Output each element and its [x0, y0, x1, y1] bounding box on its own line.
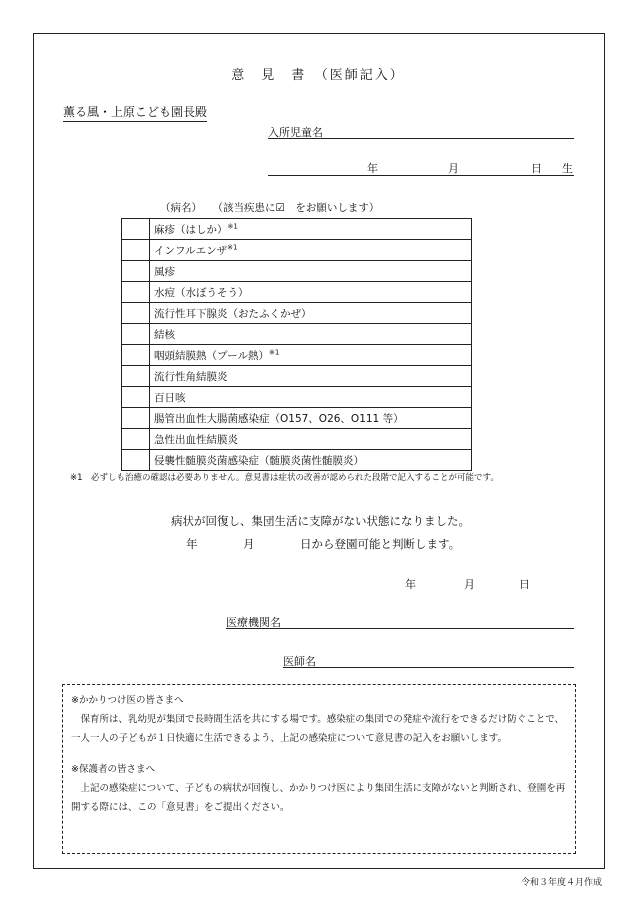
disease-row	[122, 450, 472, 471]
disease-name-text: 流行性耳下腺炎（おたふくかぜ）	[154, 307, 312, 320]
disease-name-text: 風疹	[154, 265, 175, 278]
return-statement: 日から登園可能と判断します。	[300, 537, 461, 551]
disease-checkbox[interactable]	[122, 450, 150, 471]
parent-heading: ※保護者の皆さまへ	[71, 764, 155, 775]
birth-month-unit: 月	[448, 162, 459, 175]
disease-name	[150, 282, 472, 303]
return-month-unit: 月	[243, 537, 255, 551]
disease-row	[122, 324, 472, 345]
disease-row	[122, 219, 472, 240]
document-title: 意 見 書 （医師記入）	[231, 68, 405, 83]
disease-name-text: 急性出血性結膜炎	[154, 433, 238, 446]
birth-date-line[interactable]	[268, 175, 574, 176]
disease-checkbox[interactable]	[122, 345, 150, 366]
disease-name-text: 百日咳	[154, 391, 186, 404]
disease-checkbox[interactable]	[122, 366, 150, 387]
footnote-mark: ※1	[227, 243, 238, 251]
disease-name-text: 麻疹（はしか）	[154, 223, 228, 236]
disease-row	[122, 429, 472, 450]
birth-year-unit: 年	[367, 162, 378, 175]
child-name-line[interactable]	[268, 138, 574, 139]
info-box	[62, 684, 576, 854]
disease-name	[150, 261, 472, 282]
disease-checkbox[interactable]	[122, 219, 150, 240]
disease-name	[150, 324, 472, 345]
disease-header: （病名） （該当疾患に☑ をお願いします）	[160, 202, 380, 214]
footnote-mark: ※1	[227, 222, 238, 230]
disease-row	[122, 408, 472, 429]
disease-name	[150, 387, 472, 408]
disease-name-text: 侵襲性髄膜炎菌感染症（髄膜炎菌性髄膜炎）	[154, 454, 364, 467]
disease-name-text: インフルエンザ	[154, 244, 228, 257]
disease-checkbox[interactable]	[122, 240, 150, 261]
recovery-statement: 病状が回復し、集団生活に支障がない状態になりました。	[171, 514, 470, 528]
child-name-label: 入所児童名	[268, 126, 323, 139]
doctor-body: 保育所は、乳幼児が集団で長時間生活を共にする場です。感染症の集団での発症や流行をできるだけ防ぐことで、一人一人の子どもが１日快適に生活できるよう、上記の感染症について意見書の記入をお願いします。	[71, 714, 565, 744]
footnote-mark: ※1	[268, 348, 280, 356]
return-year-unit: 年	[186, 537, 198, 551]
disease-name	[150, 429, 472, 450]
disease-name-text: 流行性角結膜炎	[154, 370, 228, 383]
note-text: ※1 必ずしも治癒の確認は必要ありません。意見書は症状の改善が認められた段階で記入することが可能です。	[70, 473, 499, 483]
disease-name	[150, 219, 472, 240]
doctor-line[interactable]	[283, 667, 574, 668]
institution-line[interactable]	[226, 628, 574, 629]
disease-name-text: 咽頭結膜熱（プール熱）	[154, 349, 269, 362]
disease-checkbox[interactable]	[122, 429, 150, 450]
disease-table	[121, 218, 472, 471]
addressee: 薫る風・上原こども園長殿	[63, 103, 207, 122]
parent-body: 上記の感染症について、子どもの病状が回復し、かかりつけ医により集団生活に支障がないと判断され、登園を再開する際には、この「意見書」をご提出ください。	[71, 783, 566, 813]
disease-checkbox[interactable]	[122, 324, 150, 345]
disease-checkbox[interactable]	[122, 282, 150, 303]
disease-row	[122, 366, 472, 387]
disease-name	[150, 303, 472, 324]
disease-name	[150, 408, 472, 429]
disease-checkbox[interactable]	[122, 303, 150, 324]
doctor-heading: ※かかりつけ医の皆さまへ	[71, 695, 184, 706]
disease-name	[150, 450, 472, 471]
disease-name	[150, 345, 472, 366]
disease-row	[122, 345, 472, 366]
disease-name-text: 水痘（水ぼうそう）	[154, 286, 249, 299]
disease-name	[150, 366, 472, 387]
disease-checkbox[interactable]	[122, 261, 150, 282]
sign-day-unit: 日	[519, 578, 530, 591]
birth-suffix: 生	[562, 162, 573, 175]
doctor-label: 医師名	[283, 655, 316, 668]
institution-label: 医療機関名	[226, 616, 281, 629]
disease-row	[122, 261, 472, 282]
sign-month-unit: 月	[464, 578, 475, 591]
birth-day-unit: 日	[531, 162, 542, 175]
sign-year-unit: 年	[405, 578, 416, 591]
disease-checkbox[interactable]	[122, 408, 150, 429]
disease-name-text: 結核	[154, 328, 175, 341]
footer-created: 令和３年度４月作成	[520, 878, 602, 888]
disease-row	[122, 282, 472, 303]
disease-row	[122, 240, 472, 261]
disease-name-text: 腸管出血性大腸菌感染症（O157、O26、O111 等）	[154, 412, 404, 425]
disease-name	[150, 240, 472, 261]
disease-row	[122, 303, 472, 324]
disease-row	[122, 387, 472, 408]
disease-checkbox[interactable]	[122, 387, 150, 408]
